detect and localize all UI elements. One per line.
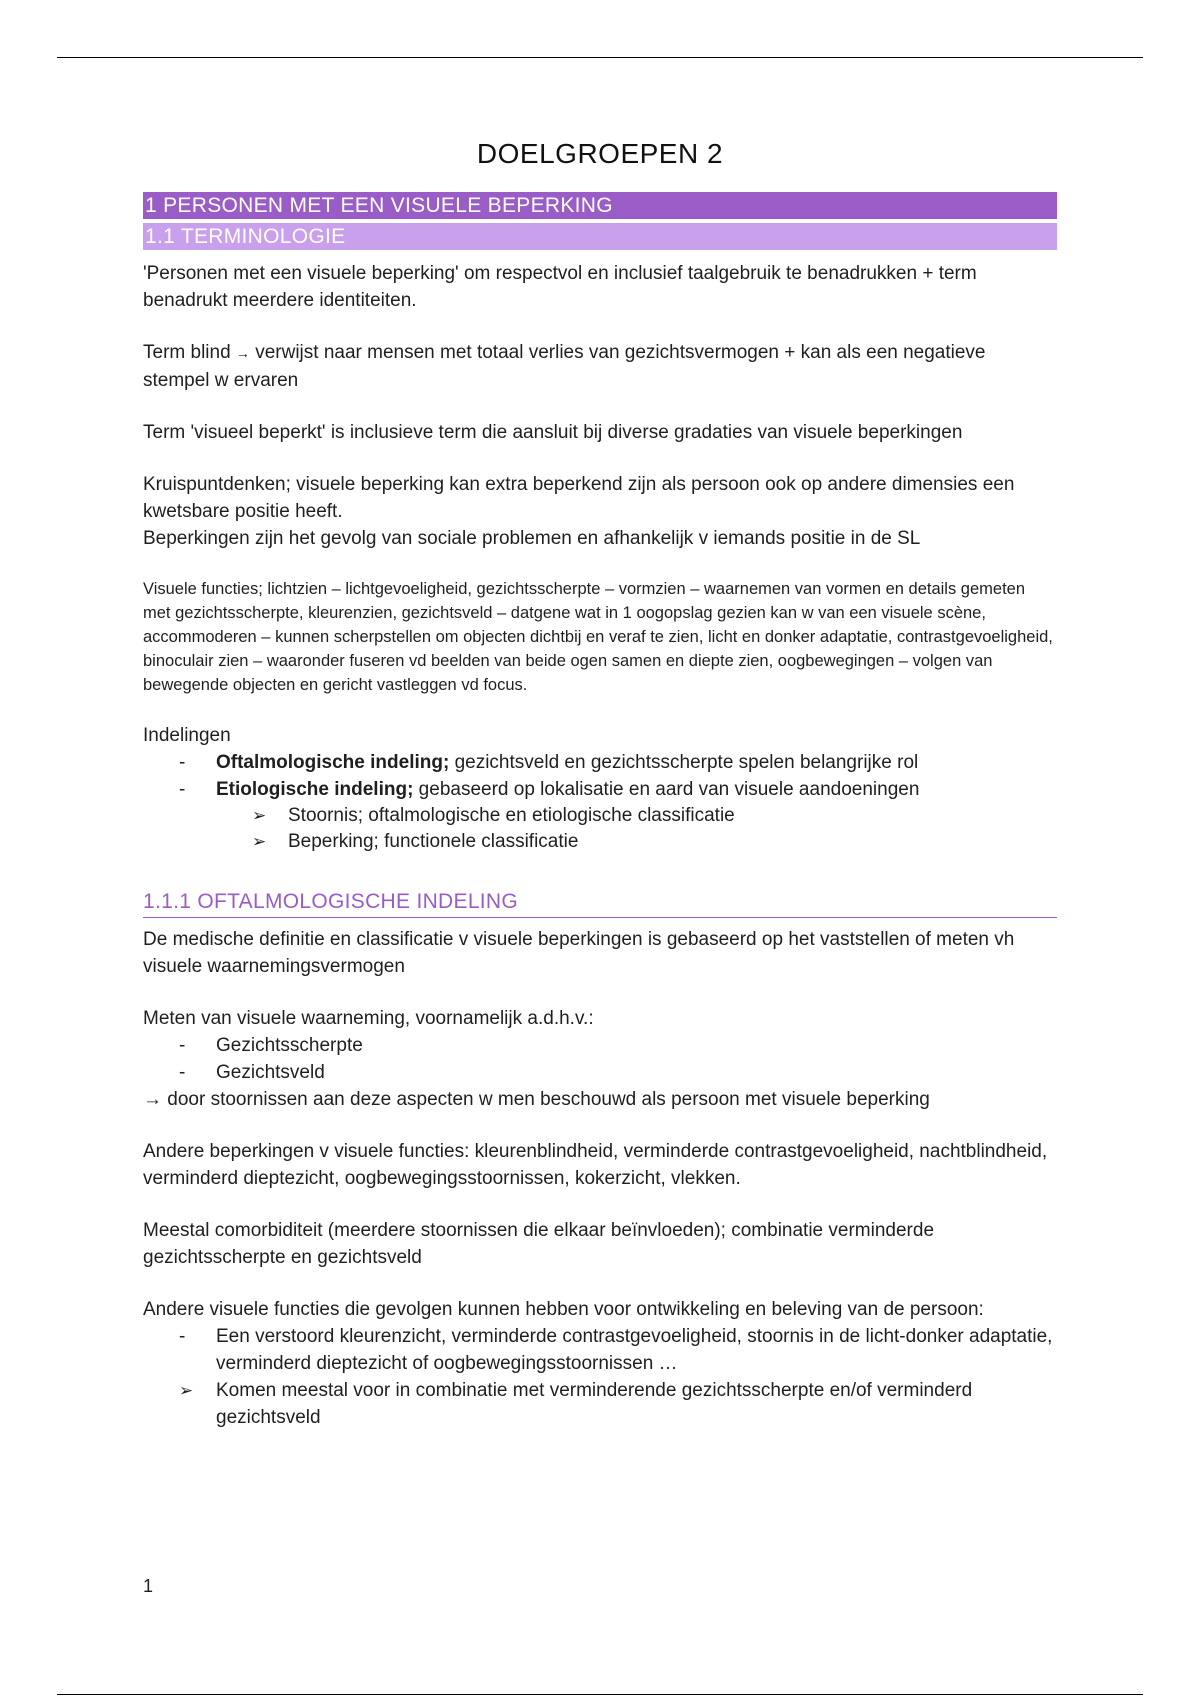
heading-3: 1.1.1 OFTALMOLOGISCHE INDELING [143, 889, 1057, 918]
list-item [143, 1377, 1057, 1431]
terminology-paragraph-1: 'Personen met een visuele beperking' om respectvol en inclusief taalgebruik te benadrukken + term benadrukt meerdere identiteiten. [143, 263, 977, 311]
other-functions-sublist [143, 1377, 1057, 1431]
visual-functions-paragraph: Visuele functies; lichtzien – lichtgevoeligheid, gezichtsscherpte – vormzien – waarnemen van vormen en details gemeten met gezichtsscherpte, kleurenzien, gezichtsveld – datgene wat in 1 oogopslag gezien kan w van een visuele scène, accommoderen – kunnen scherpstellen om objecten dichtbij en veraf te zien, licht en donker adaptatie, contrastgevoeligheid, binoculair zien – waaronder fuseren vd beelden van beide ogen samen en diepte zien, oogbewegingen – volgen van bewegende objecten en gericht vastleggen vd focus. [143, 580, 1053, 694]
list-item-bold: Etiologische indeling; [216, 779, 414, 800]
document-title: DOELGROEPEN 2 [476, 138, 724, 169]
heading-1: 1 PERSONEN MET EEN VISUELE BEPERKING [143, 192, 1057, 219]
heading-2: 1.1 TERMINOLOGIE [143, 223, 1057, 250]
list-item-text: Een verstoord kleurenzicht, verminderde contrastgevoeligheid, stoornis in de licht-donker adaptatie, verminderd dieptezicht of oogbewegingsstoornissen … [216, 1326, 1053, 1374]
list-item-text: Gezichtsscherpte [216, 1035, 363, 1056]
list-item-text: gebaseerd op lokalisatie en aard van visuele aandoeningen [413, 779, 920, 800]
indelingen-label: Indelingen [143, 725, 231, 746]
document-body [143, 138, 1057, 1431]
dash-bullet-icon: - [179, 779, 186, 800]
terminology-paragraph-3: Term 'visueel beperkt' is inclusieve term die aansluit bij diverse gradaties van visuele beperkingen [143, 422, 963, 443]
list-item-text: Komen meestal voor in combinatie met verminderende gezichtsscherpte en/of verminderd gezichtsveld [216, 1380, 973, 1428]
oftalmologisch-paragraph-3: → door stoornissen aan deze aspecten w men beschouwd als persoon met visuele beperking [143, 1089, 930, 1110]
oftalmologisch-paragraph-4: Andere beperkingen v visuele functies: kleurenblindheid, verminderde contrastgevoeligheid, nachtblindheid, verminderd dieptezicht, oogbewegingsstoornissen, kokerzicht, vlekken. [143, 1141, 1048, 1189]
list-item-text: Stoornis; oftalmologische en etiologische classificatie [288, 805, 735, 826]
list-item [143, 1059, 1057, 1086]
header-rule [57, 57, 1143, 58]
dash-bullet-icon: - [179, 1326, 186, 1347]
list-item-text: Beperking; functionele classificatie [288, 831, 579, 852]
oftalmologisch-paragraph-1: De medische definitie en classificatie v visuele beperkingen is gebaseerd op het vaststellen of meten vh visuele waarnemingsvermogen [143, 929, 1015, 977]
list-item-bold: Oftalmologische indeling; [216, 752, 450, 773]
terminology-paragraph-4b: Beperkingen zijn het gevolg van sociale problemen en afhankelijk v iemands positie in de SL [143, 528, 921, 549]
measurement-list [143, 1032, 1057, 1086]
term-blind-label: Term blind [143, 342, 236, 363]
arrow-bullet-icon: ➢ [179, 1381, 194, 1400]
footer-rule [57, 1694, 1143, 1695]
list-item-text: gezichtsveld en gezichtsscherpte spelen belangrijke rol [449, 752, 919, 773]
indelingen-list [143, 749, 1057, 803]
list-item [143, 1032, 1057, 1059]
list-item-text: Gezichtsveld [216, 1062, 325, 1083]
list-item [143, 749, 1057, 776]
oftalmologisch-paragraph-2: Meten van visuele waarneming, voornamelijk a.d.h.v.: [143, 1008, 594, 1029]
oftalmologisch-paragraph-6: Andere visuele functies die gevolgen kunnen hebben voor ontwikkeling en beleving van de persoon: [143, 1299, 984, 1320]
list-item [143, 776, 1057, 803]
page-number: 1 [143, 1576, 154, 1596]
term-blind-text: verwijst naar mensen met totaal verlies van gezichtsvermogen + kan als een negatieve stempel w ervaren [143, 342, 986, 391]
dash-bullet-icon: - [179, 1062, 186, 1083]
indelingen-sublist [143, 803, 1057, 855]
dash-bullet-icon: - [179, 1035, 186, 1056]
arrow-right-icon: → [235, 345, 250, 361]
list-item [143, 1323, 1057, 1377]
arrow-bullet-icon: ➢ [252, 832, 267, 851]
dash-bullet-icon: - [179, 752, 186, 773]
oftalmologisch-paragraph-5: Meestal comorbiditeit (meerdere stoornissen die elkaar beïnvloeden); combinatie verminderde gezichtsscherpte en gezichtsveld [143, 1220, 935, 1268]
terminology-paragraph-4a: Kruispuntdenken; visuele beperking kan extra beperkend zijn als persoon ook op andere dimensies een kwetsbare positie heeft. [143, 474, 1015, 522]
arrow-bullet-icon: ➢ [252, 806, 267, 825]
terminology-paragraph-2 [143, 339, 1057, 394]
other-functions-list [143, 1323, 1057, 1377]
list-item [143, 803, 1057, 829]
list-item [143, 829, 1057, 855]
